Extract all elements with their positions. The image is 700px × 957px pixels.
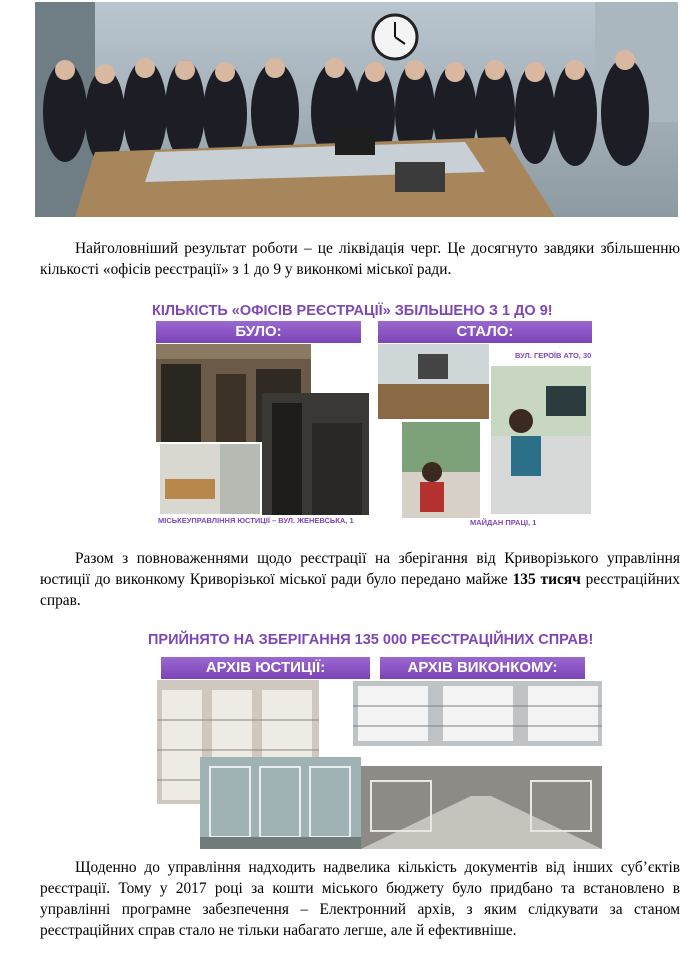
caption-before-address: МІСЬКЕУПРАВЛІННЯ ЮСТИЦІЇ – ВУЛ. ЖЕНЕВСЬКА, 1 bbox=[158, 516, 354, 525]
paragraph-text: Найголовніший результат роботи – це ліквідація черг. Це досягнуто завдяки збільшенню кількості «офісів реєстрації» з 1 до 9 у виконкомі міської ради. bbox=[40, 240, 680, 278]
archive-banner-title: ПРИЙНЯТО НА ЗБЕРІГАННЯ 135 000 РЕЄСТРАЦІЙНИХ СПРАВ! bbox=[148, 632, 594, 648]
after-photo-office-3 bbox=[402, 422, 480, 518]
caption-after-address: МАЙДАН ПРАЦІ, 1 bbox=[470, 518, 537, 527]
paragraph-text: Щоденно до управління надходить надвелика кількість документів від інших суб’єктів реєстрації. Тому у 2017 році за кошти міського бюджету було придбано та встановлено в управлінні програмне забезпечення – Електронний архів, з яким слідкувати за станом реєстраційних справ стало не тільки набагато легше, але й ефективніше. bbox=[40, 859, 680, 939]
paragraph-results bbox=[40, 238, 680, 280]
after-photo-office-1 bbox=[378, 344, 489, 419]
paragraph-electronic-archive bbox=[40, 857, 680, 941]
after-label: СТАЛО: bbox=[378, 321, 592, 343]
bold-count: 135 тисяч bbox=[512, 571, 581, 588]
paragraph-text: Разом з повноваженнями щодо реєстрації на зберігання від Криворізького управління юстиції до виконкому Криворізької міської ради було передано майже 135 тисяч реєстраційних справ. bbox=[40, 550, 680, 609]
paragraph-transfer bbox=[40, 548, 680, 611]
archive-executive-label: АРХІВ ВИКОНКОМУ: bbox=[380, 657, 585, 679]
archive-justice-label: АРХІВ ЮСТИЦІЇ: bbox=[161, 657, 370, 679]
caption-address-1: ВУЛ. ГЕРОЇВ АТО, 30 bbox=[515, 351, 592, 360]
archive-executive-photo-2 bbox=[361, 766, 602, 849]
archive-justice-photo-2 bbox=[200, 757, 361, 849]
after-photo-office-2 bbox=[491, 366, 591, 514]
offices-banner-title: КІЛЬКІСТЬ «ОФІСІВ РЕЄСТРАЦІЇ» ЗБІЛЬШЕНО З 1 ДО 9! bbox=[152, 303, 553, 319]
before-label: БУЛО: bbox=[156, 321, 361, 343]
before-photo-hall bbox=[160, 444, 260, 514]
archive-executive-photo-1 bbox=[353, 681, 602, 746]
group-photo bbox=[35, 2, 678, 217]
before-photo-corridor bbox=[262, 393, 369, 515]
